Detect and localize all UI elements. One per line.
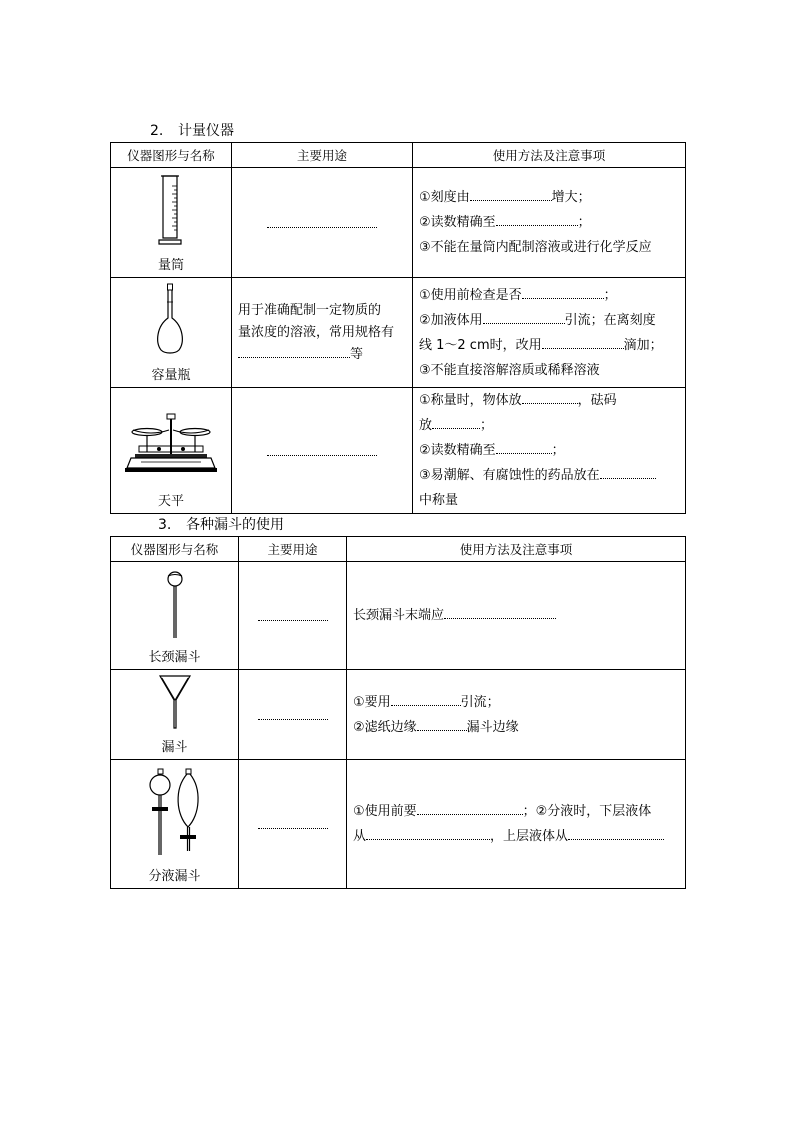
use-text: 用于准确配制一定物质的 (238, 302, 382, 318)
note-text: ③不能直接溶解溶质或稀释溶液 (419, 362, 600, 378)
table-header-row (111, 537, 686, 562)
answer-blank (568, 826, 664, 840)
note-text: ①要用 (353, 694, 391, 710)
header-notes: 使用方法及注意事项 (347, 537, 686, 562)
answer-blank (238, 344, 350, 358)
answer-blank (432, 415, 480, 429)
long-neck-funnel-icon (160, 570, 190, 640)
answer-blank (542, 335, 624, 349)
section-2-heading: 计量仪器 (178, 123, 234, 139)
note-text: 线 1～2 cm时，改用 (419, 337, 542, 353)
note-text: ①称量时，物体放 (419, 393, 522, 408)
notes-cell (413, 388, 686, 514)
answer-blank (417, 801, 523, 815)
table-header-row (111, 143, 686, 168)
notes-cell (413, 168, 686, 278)
note-text: 长颈漏斗末端应 (353, 608, 445, 623)
answer-blank (496, 212, 578, 226)
note-text: ②滤纸边缘 (353, 719, 417, 735)
note-text: ； (577, 215, 591, 230)
table-row (111, 278, 686, 388)
balance-scale-icon (121, 408, 221, 484)
answer-blank (417, 717, 467, 731)
funnels-table (110, 536, 686, 889)
note-text: 引流； (460, 694, 500, 710)
instrument-cell (111, 760, 239, 889)
measuring-instruments-table (110, 142, 686, 514)
note-text: 引流；在离刻度 (564, 312, 656, 328)
instrument-cell (111, 168, 232, 278)
answer-blank (366, 826, 490, 840)
answer-blank (267, 214, 377, 228)
note-text: ①使用前要 (353, 804, 417, 819)
notes-cell (413, 278, 686, 388)
note-text: ②读数精确至 (419, 215, 496, 230)
instrument-cell (111, 278, 232, 388)
section-3-title (158, 514, 284, 534)
section-3-number: 3. (158, 517, 172, 533)
note-text: ①使用前检查是否 (419, 287, 522, 303)
answer-blank (444, 605, 556, 619)
answer-blank (522, 285, 604, 299)
header-instrument: 仪器图形与名称 (111, 143, 232, 168)
volumetric-flask-icon (151, 282, 191, 358)
answer-blank (496, 440, 552, 454)
notes-cell (347, 760, 686, 889)
note-text: 滴加； (623, 337, 663, 353)
answer-blank (267, 442, 377, 456)
use-cell (239, 760, 347, 889)
table-row (111, 670, 686, 760)
use-cell (239, 562, 347, 670)
note-text: ①刻度由 (419, 190, 470, 205)
note-text: ③易潮解、有腐蚀性的药品放在 (419, 468, 600, 483)
use-cell (232, 388, 413, 514)
note-text: ，砝码 (577, 393, 617, 408)
use-cell (239, 670, 347, 760)
instrument-name: 分液漏斗 (148, 869, 201, 884)
instrument-name: 容量瓶 (151, 368, 191, 383)
answer-blank (522, 390, 578, 404)
header-use: 主要用途 (232, 143, 413, 168)
answer-blank (470, 187, 552, 201)
note-text: ； (480, 418, 494, 433)
use-text: 量浓度的溶液，常用规格有 (238, 324, 395, 340)
header-instrument: 仪器图形与名称 (111, 537, 239, 562)
header-use: 主要用途 (239, 537, 347, 562)
table-row (111, 168, 686, 278)
instrument-name: 量筒 (157, 258, 184, 273)
use-cell (232, 278, 413, 388)
instrument-name: 漏斗 (161, 740, 188, 755)
use-text: 等 (350, 346, 364, 362)
funnel-icon (158, 674, 192, 730)
separatory-funnel-icon (140, 767, 210, 859)
instrument-name: 长颈漏斗 (148, 650, 201, 665)
note-text: 放 (419, 418, 433, 433)
note-text: ； (603, 287, 617, 303)
note-text: ③不能在量筒内配制溶液或进行化学反应 (419, 240, 652, 255)
notes-cell (347, 670, 686, 760)
note-text: 从 (353, 829, 367, 844)
answer-blank (258, 607, 328, 621)
header-notes: 使用方法及注意事项 (413, 143, 686, 168)
note-text: ； (551, 443, 565, 458)
instrument-cell (111, 562, 239, 670)
note-text: 中称量 (419, 493, 459, 508)
table-row (111, 562, 686, 670)
note-text: 漏斗边缘 (466, 719, 519, 735)
table-row (111, 388, 686, 514)
use-cell (232, 168, 413, 278)
answer-blank (391, 692, 461, 706)
note-text: 增大； (551, 190, 591, 205)
section-2-title (150, 120, 234, 140)
notes-cell (347, 562, 686, 670)
note-text: ②读数精确至 (419, 443, 496, 458)
section-3-heading: 各种漏斗的使用 (186, 517, 284, 533)
instrument-name: 天平 (157, 494, 184, 509)
table-row (111, 760, 686, 889)
answer-blank (258, 815, 328, 829)
answer-blank (483, 310, 565, 324)
note-text: ；②分液时，下层液体 (522, 804, 652, 819)
instrument-cell (111, 388, 232, 514)
answer-blank (258, 706, 328, 720)
graduated-cylinder-icon (151, 172, 191, 248)
instrument-cell (111, 670, 239, 760)
answer-blank (600, 465, 656, 479)
note-text: ，上层液体从 (490, 829, 569, 844)
note-text: ②加液体用 (419, 312, 483, 328)
section-2-number: 2. (150, 123, 164, 139)
